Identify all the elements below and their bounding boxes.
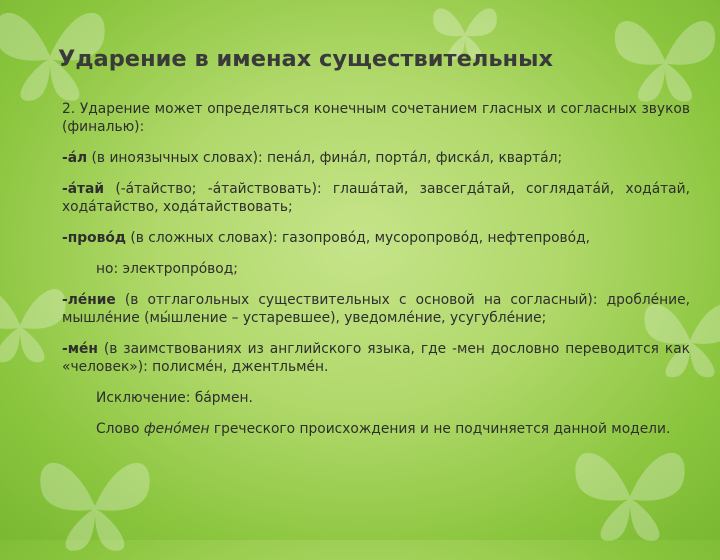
rule-atay (62, 180, 690, 216)
rule-lenie-suffix: -ле́ние (62, 292, 116, 308)
rule-provod-text: (в сложных словах): газопрово́д, мусоропрово́д, нефтепрово́д, (125, 230, 591, 246)
rule-men-text: (в заимствованиях из английского языка, где -мен дословно переводится как «человек»): полисме́н, джентльме́н. (62, 341, 690, 375)
rule-atay-suffix: -а́тай (62, 181, 105, 197)
note-fenomen (62, 420, 690, 438)
butterfly-decoration-bottom-left (20, 440, 170, 560)
slide-title: Ударение в именах существительных (58, 46, 553, 72)
rule-al-suffix: -а́л (62, 150, 88, 166)
exception-barmen (62, 389, 690, 407)
slide-content (62, 100, 690, 438)
rule-men-suffix: -ме́н (62, 341, 98, 357)
rule-provod-suffix: -прово́д (62, 230, 126, 246)
intro-text: 2. Ударение может определяться конечным сочетанием гласных и согласных звуков (финалью): (62, 101, 690, 135)
rule-provod-exception-text: но: электропро́вод; (96, 261, 238, 277)
note-fenomen-word: фено́мен (143, 421, 210, 437)
rule-provod-exception (62, 260, 690, 278)
rule-men (62, 340, 690, 376)
butterfly-decoration-left (0, 260, 70, 380)
intro-paragraph (62, 100, 690, 136)
rule-lenie-text: (в отглагольных существительных с основой на согласный): дробле́ние, мышле́ние (мы́шление – устаревшее), уведомле́ние, усугубле́ние; (62, 292, 690, 326)
rule-lenie (62, 291, 690, 327)
rule-al (62, 149, 690, 167)
rule-al-text: (в иноязычных словах): пена́л, фина́л, порта́л, фиска́л, кварта́л; (87, 150, 563, 166)
butterfly-decoration-bottom-right (560, 430, 700, 550)
rule-provod (62, 229, 690, 247)
rule-atay-text: (-а́тайство; -а́тайствовать): глаша́тай, завсегда́тай, соглядатáй, хода́тай, хода́тайство, хода́тайствовать; (62, 181, 690, 215)
note-fenomen-text: греческого происхождения и не подчиняется данной модели. (209, 421, 671, 437)
note-fenomen-prefix: Слово (96, 421, 144, 437)
exception-barmen-text: Исключение: ба́рмен. (96, 390, 253, 406)
